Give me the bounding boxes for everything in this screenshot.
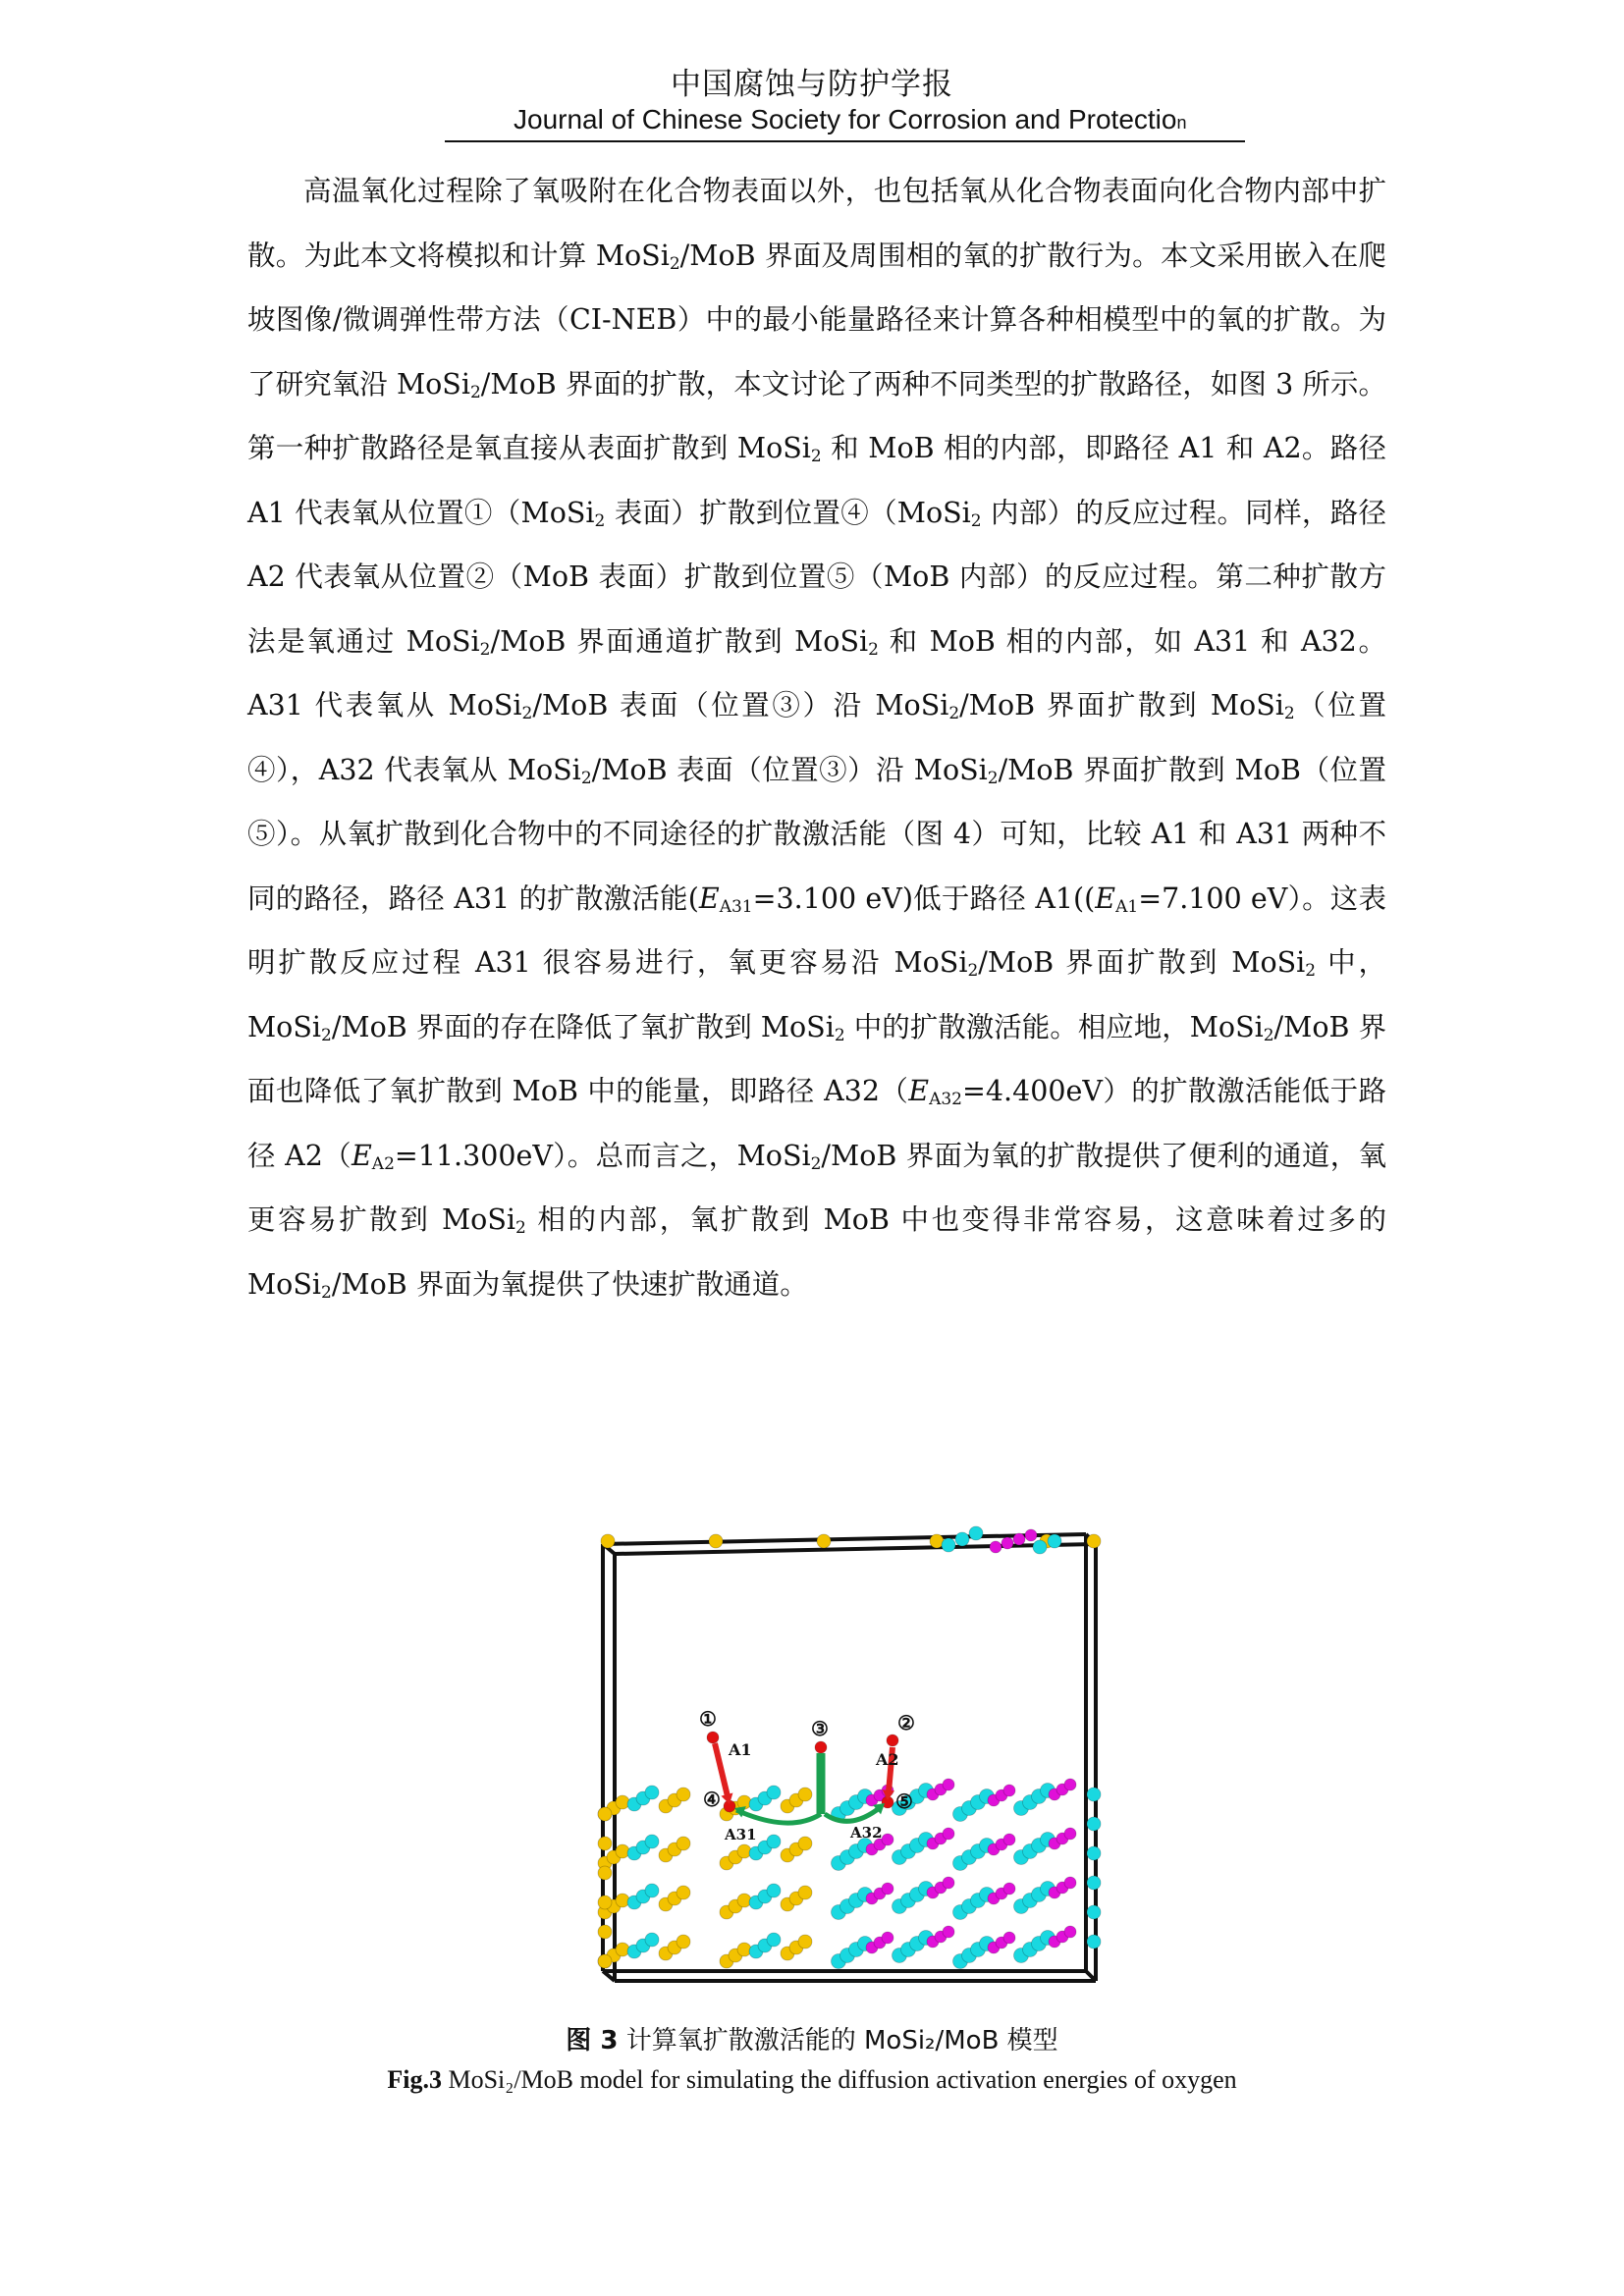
mo-atom [969, 1526, 983, 1540]
mo-atom [767, 1933, 781, 1947]
si-atom [798, 1837, 812, 1850]
figure-caption-en [0, 2065, 1624, 2095]
b-atom [1003, 1932, 1015, 1944]
b-atom [1064, 1779, 1076, 1790]
si-atom [598, 1954, 612, 1968]
mo-atom [767, 1786, 781, 1799]
site-label-1: ① [699, 1707, 717, 1731]
journal-title-en [445, 102, 1245, 142]
path-label-a2: A2 [876, 1750, 899, 1769]
b-atom [1003, 1883, 1015, 1895]
b-atom [943, 1877, 954, 1889]
b-atom [1025, 1529, 1037, 1541]
oxygen-atom [707, 1732, 719, 1743]
mo-atom [1087, 1788, 1101, 1801]
figure-caption-cn [0, 2020, 1624, 2056]
path-label-a32: A32 [850, 1824, 883, 1842]
journal-title-en-main: Journal of Chinese Society for Corrosion and Protectio [514, 104, 1177, 134]
body-paragraph: 高温氧化过程除了氧吸附在化合物表面以外，也包括氧从化合物表面向化合物内部中扩散。为此本文将模拟和计算 MoSi$_2$/MoB 界面及周围相的氧的扩散行为。本文采用嵌入在爬坡图像/微调弹性带方法（CI-NEB）中的最小能量路径来计算各种相模型中的氧的扩散。为了研究氧沿 MoSi$_2$/MoB 界面的扩散，本文讨论了两种不同类型的扩散路径，如图 3 所示。第一种扩散路径是氧直接从表面扩散到 MoSi$_2$ 和 MoB 相的内部，即路径 A1 和 A2。路径 A1 代表氧从位置①（MoSi$_2$ 表面）扩散到位置④（MoSi$_2$ 内部）的反应过程。同样，路径 A2 代表氧从位置②（MoB 表面）扩散到位置⑤（MoB 内部）的反应过程。第二种扩散方法是氧通过 MoSi$_2$/MoB 界面通道扩散到 MoSi$_2$ 和 MoB 相的内部，如 A31 和 A32。A31 代表氧从 MoSi$_2$/MoB 表面（位置③）沿 MoSi$_2$/MoB 界面扩散到 MoSi$_2$（位置④），A32 代表氧从 MoSi$_2$/MoB 表面（位置③）沿 MoSi$_2$/MoB 界面扩散到 MoB（位置⑤）。从氧扩散到化合物中的不同途径的扩散激活能（图 4）可知，比较 A1 和 A31 两种不同的路径，路径 A31 的扩散激活能($E_{A31}=3.100$ eV)低于路径 $A1((E_{A1}=7.100$ eV）。这表明扩散反应过程 A31 很容易进行，氧更容易沿 MoSi$_2$/MoB 界面扩散到 MoSi$_2$ 中，MoSi$_2$/MoB 界面的存在降低了氧扩散到 MoSi$_2$ 中的扩散激活能。相应地，MoSi$_2$/MoB 界面也降低了氧扩散到 MoB 中的能量，即路径 $A32(E_{A32}=4.400eV)$的扩散激活能低于路径 $A2(E_{A2}=11.300eV)$。总而言之，MoSi$_2$/MoB 界面为氧的扩散提供了便利的通道，氧更容易扩散到 MoSi$_2$ 相的内部，氧扩散到 MoB 中也变得非常容易，这意味着过多的 MoSi$_2$/MoB 界面为氧提供了快速扩散通道。 [247, 175, 1387, 1303]
si-atom [598, 1807, 612, 1821]
mo-atom [1087, 1846, 1101, 1860]
b-atom [882, 1883, 893, 1895]
mo-atom [645, 1933, 659, 1947]
path-label-a1: A1 [729, 1740, 752, 1759]
si-atom [1087, 1534, 1101, 1548]
mo-atom [1087, 1876, 1101, 1890]
si-atom [677, 1935, 690, 1949]
site-label-5: ⑤ [895, 1789, 913, 1813]
b-atom [1003, 1785, 1015, 1796]
arrow-a31 [736, 1810, 821, 1823]
b-atom [1064, 1926, 1076, 1938]
caption-cn-label: 图 3 [566, 2026, 619, 2056]
mo-atom [645, 1835, 659, 1848]
b-atom [1001, 1537, 1013, 1549]
mo-atom [1087, 1817, 1101, 1831]
frame-edge [615, 1544, 1096, 1554]
b-atom [943, 1828, 954, 1840]
mo-atom [645, 1884, 659, 1897]
journal-title-cn: 中国腐蚀与防护学报 [671, 67, 953, 102]
si-atom [598, 1837, 612, 1850]
b-atom [1003, 1834, 1015, 1845]
si-atom [598, 1896, 612, 1909]
si-atom [677, 1886, 690, 1899]
mo-atom [767, 1884, 781, 1897]
si-atom [798, 1935, 812, 1949]
caption-en-label: Fig.3 [387, 2065, 442, 2094]
oxygen-atom [887, 1735, 898, 1746]
b-atom [1064, 1877, 1076, 1889]
si-atom [817, 1534, 831, 1548]
mo-atom [767, 1835, 781, 1848]
b-atom [882, 1834, 893, 1845]
si-atom [598, 1925, 612, 1939]
mo-atom [955, 1532, 969, 1546]
site-label-2: ② [897, 1711, 915, 1735]
si-atom [598, 1866, 612, 1880]
oxygen-atom [815, 1741, 827, 1753]
mo-atom [1048, 1534, 1061, 1548]
atom-layer [598, 1526, 1101, 1969]
si-atom [709, 1534, 723, 1548]
caption-en-text: MoSi₂/MoB model for simulating the diffusion activation energies of oxygen [448, 2065, 1237, 2094]
mo-atom [1087, 1905, 1101, 1919]
journal-title-en-tail: n [1176, 113, 1187, 133]
b-atom [990, 1541, 1001, 1553]
figure-3-mosi2-mob-model [593, 1520, 1104, 2001]
b-atom [882, 1932, 893, 1944]
si-atom [601, 1534, 615, 1548]
b-atom [943, 1926, 954, 1938]
site-label-4: ④ [703, 1788, 721, 1811]
si-atom [798, 1788, 812, 1801]
b-atom [1064, 1828, 1076, 1840]
mo-atom [1087, 1935, 1101, 1949]
b-atom [1013, 1533, 1025, 1545]
si-atom [677, 1788, 690, 1801]
mo-atom [645, 1786, 659, 1799]
figure-labels [699, 1707, 915, 1843]
caption-cn-text: 计算氧扩散激活能的 MoSi₂/MoB 模型 [625, 2026, 1058, 2056]
si-atom [677, 1837, 690, 1850]
si-atom [798, 1886, 812, 1899]
path-label-a31: A31 [725, 1826, 757, 1843]
site-label-3: ③ [811, 1717, 829, 1740]
b-atom [943, 1779, 954, 1790]
mo-atom [942, 1538, 955, 1552]
mo-atom [1033, 1540, 1047, 1554]
